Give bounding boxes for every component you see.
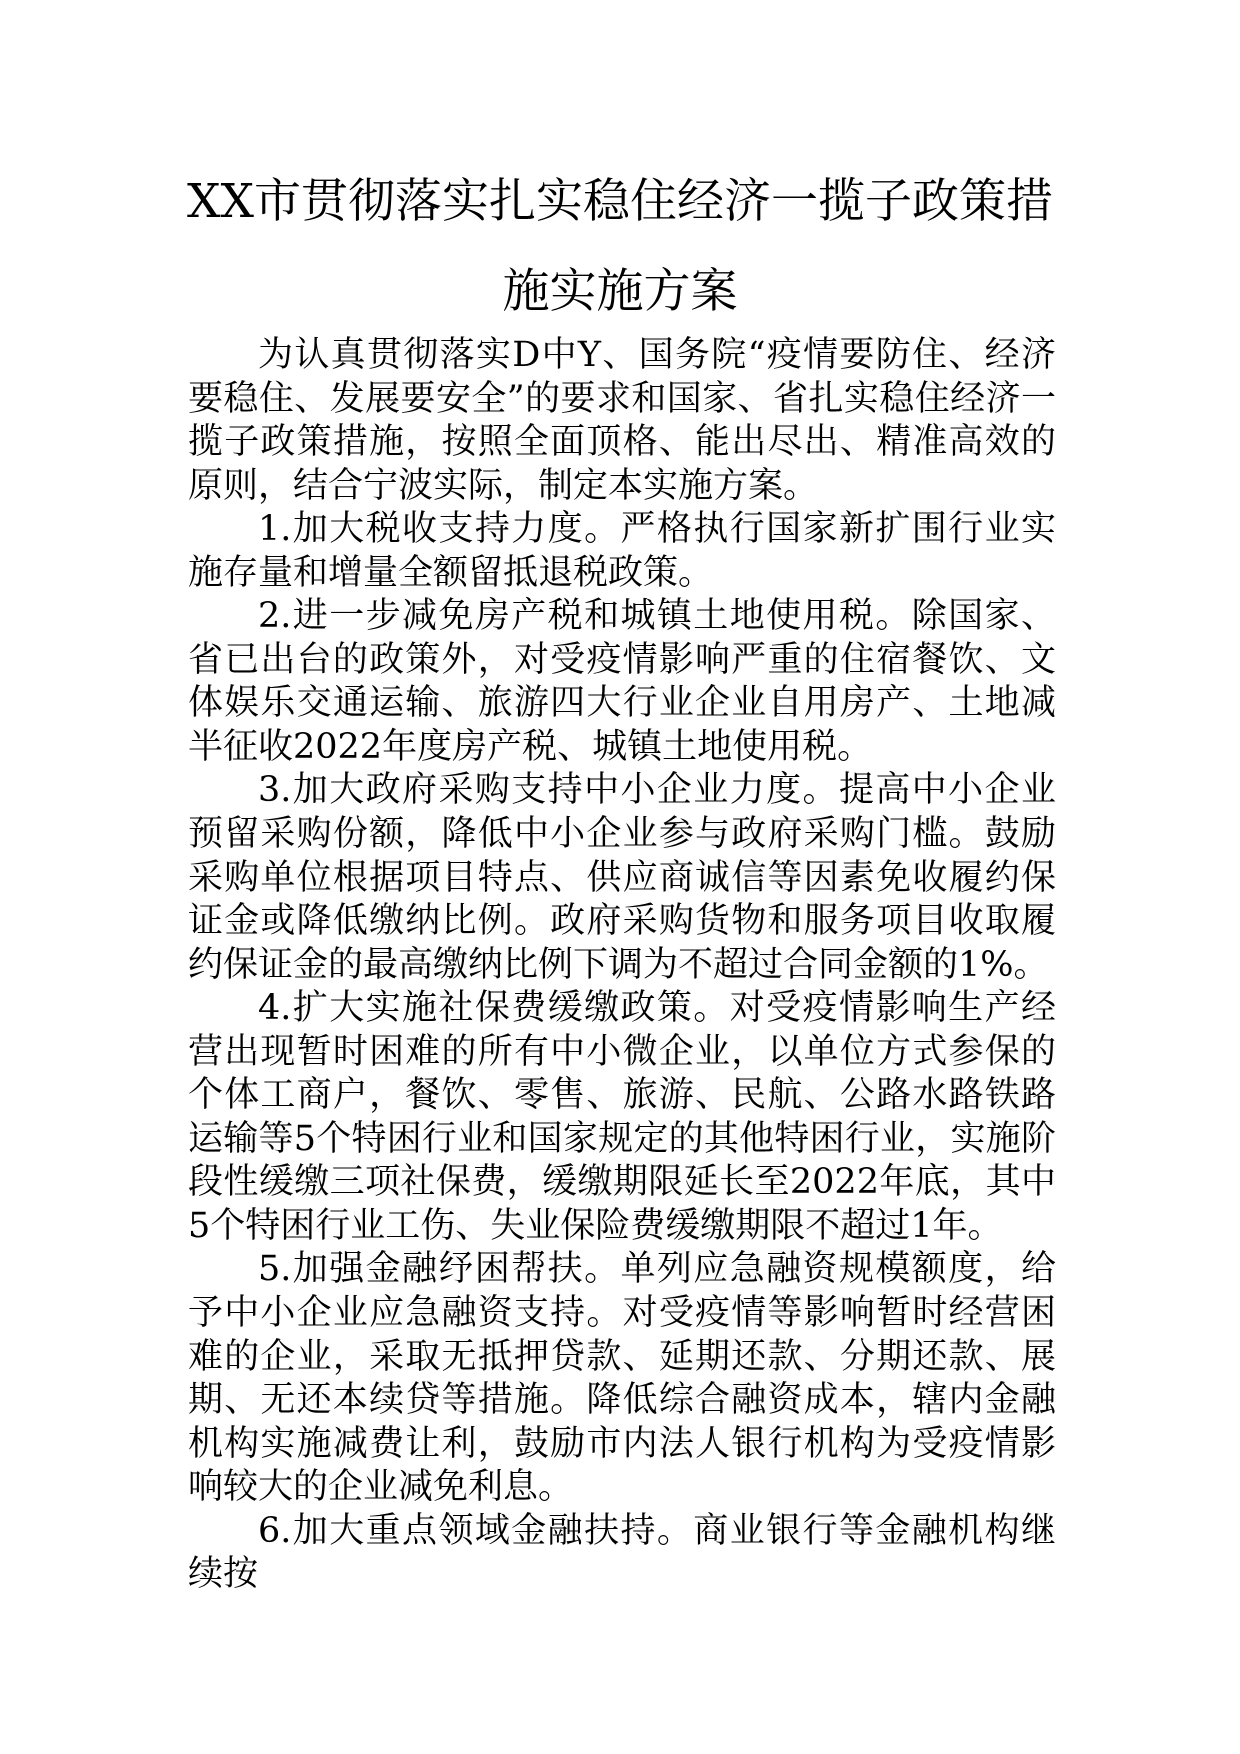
document-body [188,334,1056,1597]
policy-paragraph-1: 1.加大税收支持力度。严格执行国家新扩围行业实施存量和增量全额留抵退税政策。 [188,509,1056,593]
policy-paragraph-6: 6.加大重点领域金融扶持。商业银行等金融机构继续按 [188,1510,1056,1595]
policy-paragraph-5: 5.加强金融纾困帮扶。单列应急融资规模额度，给予中小企业应急融资支持。对受疫情等影响暂时经营困难的企业，采取无抵押贷款、延期还款、分期还款、展期、无还本续贷等措施。降低综合融资成本，辖内金融机构实施减费让利，鼓励市内法人银行机构为受疫情影响较大的企业减免利息。 [188,1249,1056,1508]
policy-paragraph-4: 4.扩大实施社保费缓缴政策。对受疫情影响生产经营出现暂时困难的所有中小微企业，以单位方式参保的个体工商户，餐饮、零售、旅游、民航、公路水路铁路运输等5个特困行业和国家规定的其他特困行业，实施阶段性缓缴三项社保费，缓缴期限延长至2022年底，其中5个特困行业工伤、失业保险费缓缴期限不超过1年。 [188,988,1056,1246]
policy-paragraph-2: 2.进一步减免房产税和城镇土地使用税。除国家、省已出台的政策外，对受疫情影响严重的住宿餐饮、文体娱乐交通运输、旅游四大行业企业自用房产、土地减半征收2022年度房产税、城镇土地使用税。 [188,596,1056,767]
intro-paragraph: 为认真贯彻落实D中Y、国务院“疫情要防住、经济要稳住、发展要安全”的要求和国家、省扎实稳住经济一揽子政策措施，按照全面顶格、能出尽出、精准高效的原则，结合宁波实际，制定本实施方案。 [188,335,1056,506]
policy-paragraph-3: 3.加大政府采购支持中小企业力度。提高中小企业预留采购份额，降低中小企业参与政府采购门槛。鼓励采购单位根据项目特点、供应商诚信等因素免收履约保证金或降低缴纳比例。政府采购货物和服务项目收取履约保证金的最高缴纳比例下调为不超过合同金额的1%。 [188,770,1056,985]
document-title-line-1: XX市贯彻落实扎实稳住经济一揽子政策措 [187,174,1053,229]
document-title-line-2: 施实施方案 [502,264,738,319]
